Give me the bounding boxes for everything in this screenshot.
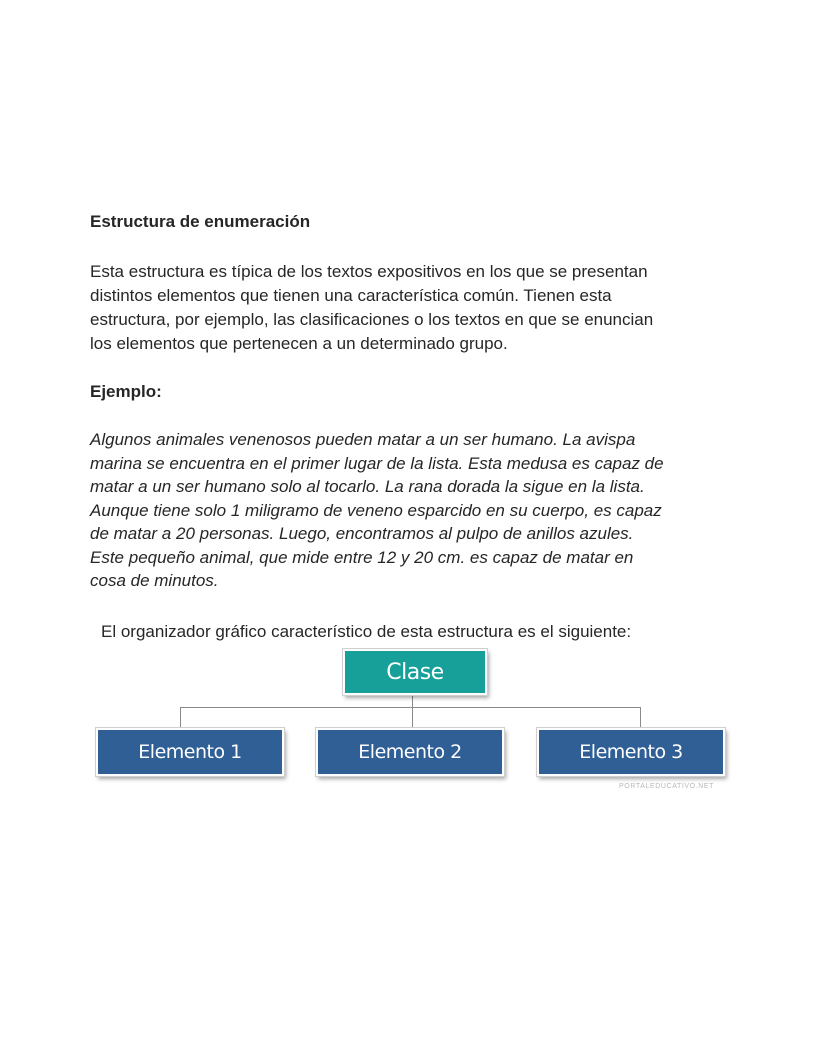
example-paragraph <box>90 428 730 593</box>
child-node-1: Elemento 1 <box>96 728 284 776</box>
example-line: Este pequeño animal, que mide entre 12 y 20 cm. es capaz de matar en <box>90 547 634 567</box>
watermark-text: PORTALEDUCATIVO.NET <box>619 783 715 790</box>
connector-left <box>180 707 181 728</box>
example-line: Algunos animales venenosos pueden matar a un ser humano. La avispa <box>90 430 636 449</box>
example-line: marina se encuentra en el primer lugar de la lista. Esta medusa es capaz de <box>90 453 664 473</box>
paragraph-line: Esta estructura es típica de los textos expositivos en los que se presentan <box>90 262 648 281</box>
paragraph-line: los elementos que pertenecen a un determinado grupo. <box>90 334 508 353</box>
connector-right <box>640 707 641 728</box>
example-heading: Ejemplo: <box>90 382 162 401</box>
example-line: cosa de minutos. <box>90 571 219 590</box>
root-node-clase: Clase <box>343 649 487 695</box>
paragraph-line: estructura, por ejemplo, las clasificaciones o los textos en que se enuncian <box>90 310 654 329</box>
section-heading: Estructura de enumeración <box>90 212 311 231</box>
example-line: Aunque tiene solo 1 miligramo de veneno esparcido en su cuerpo, es capaz <box>90 500 662 520</box>
example-line: de matar a 20 personas. Luego, encontramos al pulpo de anillos azules. <box>90 524 634 543</box>
connector-bar <box>180 707 641 708</box>
child-node-3: Elemento 3 <box>537 728 725 776</box>
organizer-intro: El organizador gráfico característico de esta estructura es el siguiente: <box>101 622 632 641</box>
connector-trunk <box>412 693 413 729</box>
description-paragraph <box>90 260 730 356</box>
child-node-2: Elemento 2 <box>316 728 504 776</box>
paragraph-line: distintos elementos que tienen una característica común. Tienen esta <box>90 286 612 305</box>
example-line: matar a un ser humano solo al tocarlo. La rana dorada la sigue en la lista. <box>90 477 645 496</box>
